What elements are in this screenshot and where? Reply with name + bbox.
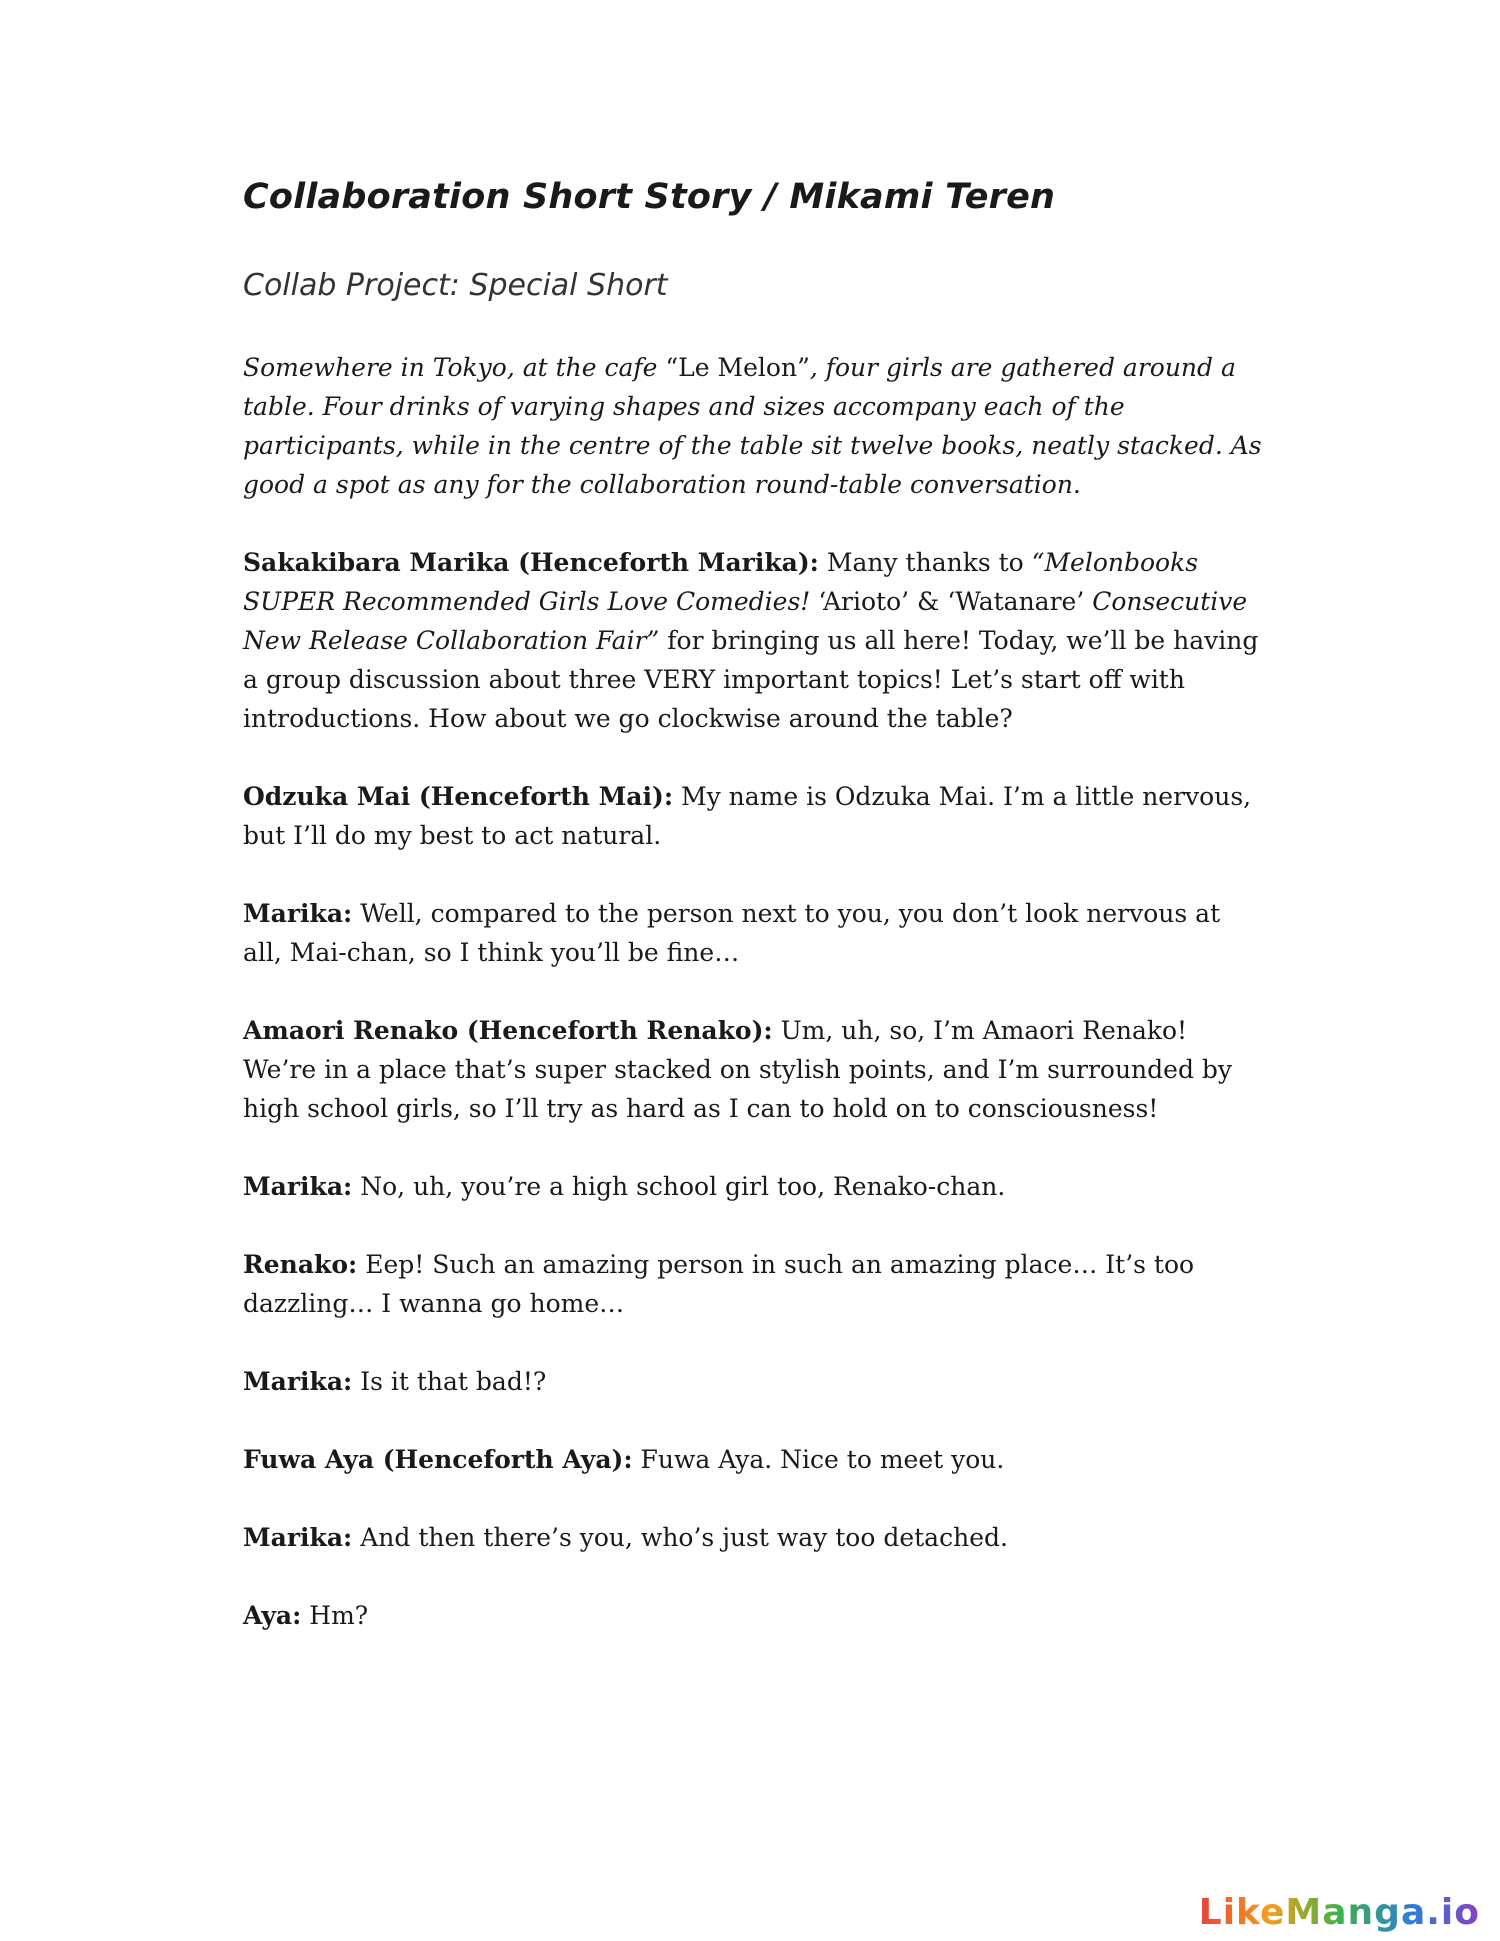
dialogue-line — [243, 1167, 1263, 1206]
intro-cafe-name: “Le Melon” — [665, 353, 810, 382]
intro-paragraph — [243, 348, 1263, 504]
speaker-name: Aya: — [243, 1601, 302, 1630]
intro-text-2: , four girls are gathered around a table. Four drinks of varying shapes and sizes accompany each of the participants, while in the centre of the table sit twelve books, neatly stacked. As good a spot as any for the collaboration round-table conversation. — [243, 353, 1262, 499]
speaker-name: Odzuka Mai (Henceforth Mai): — [243, 782, 674, 811]
dialogue-text: Fuwa Aya. Nice to meet you. — [632, 1445, 1005, 1474]
dialogue-text-italic: “Melonbooks SUPER Recommended Girls Love Comedies! — [243, 548, 1199, 616]
dialogue-line — [243, 1518, 1263, 1557]
dialogue-text: Is it that bad!? — [352, 1367, 547, 1396]
dialogue-text: No, uh, you’re a high school girl too, Renako-chan. — [352, 1172, 1006, 1201]
dialogue-text: My name is Odzuka Mai. I’m a little nervous, but I’ll do my best to act natural. — [243, 782, 1252, 850]
page-title: Collaboration Short Story / Mikami Teren — [243, 177, 1056, 217]
dialogue-line — [243, 1362, 1263, 1401]
site-watermark: LikeManga.io — [1198, 1892, 1480, 1933]
dialogue-line — [243, 894, 1263, 972]
dialogue-line — [243, 1440, 1263, 1479]
dialogue-text: Um, uh, so, I’m Amaori Renako! We’re in a place that’s super stacked on stylish points, and I’m surrounded by high school girls, so I’ll try as hard as I can to hold on to consciousness! — [243, 1016, 1233, 1123]
dialogue-text: Many thanks to — [818, 548, 1032, 577]
speaker-name: Sakakibara Marika (Henceforth Marika): — [243, 548, 819, 577]
dialogue-line — [243, 1596, 1263, 1635]
dialogue-line — [243, 1245, 1263, 1323]
speaker-name: Marika: — [243, 899, 353, 928]
speaker-name: Renako: — [243, 1250, 358, 1279]
intro-text-1: Somewhere in Tokyo, at the cafe — [243, 353, 666, 382]
speaker-name: Marika: — [243, 1172, 353, 1201]
page-subtitle: Collab Project: Special Short — [243, 268, 668, 303]
dialogue-text: ‘Arioto’ & ‘Watanare’ — [810, 587, 1093, 616]
dialogue-line-marika-intro — [243, 543, 1263, 738]
dialogue-line — [243, 777, 1263, 855]
dialogue-text: Eep! Such an amazing person in such an amazing place… It’s too dazzling… I wanna go home… — [243, 1250, 1195, 1318]
document-page — [243, 170, 1263, 1635]
dialogue-text: And then there’s you, who’s just way too detached. — [352, 1523, 1008, 1552]
dialogue-text-italic: Consecutive New Release Collaboration Fair” — [243, 587, 1248, 655]
speaker-name: Amaori Renako (Henceforth Renako): — [243, 1016, 773, 1045]
speaker-name: Fuwa Aya (Henceforth Aya): — [243, 1445, 633, 1474]
speaker-name: Marika: — [243, 1367, 353, 1396]
dialogue-text: Well, compared to the person next to you, you don’t look nervous at all, Mai-chan, so I think you’ll be fine… — [243, 899, 1221, 967]
speaker-name: Marika: — [243, 1523, 353, 1552]
dialogue-text: Hm? — [301, 1601, 369, 1630]
dialogue-text: for bringing us all here! Today, we’ll be having a group discussion about three VERY important topics! Let’s start off with introductions. How about we go clockwise around the table? — [243, 626, 1259, 733]
dialogue-line — [243, 1011, 1263, 1128]
